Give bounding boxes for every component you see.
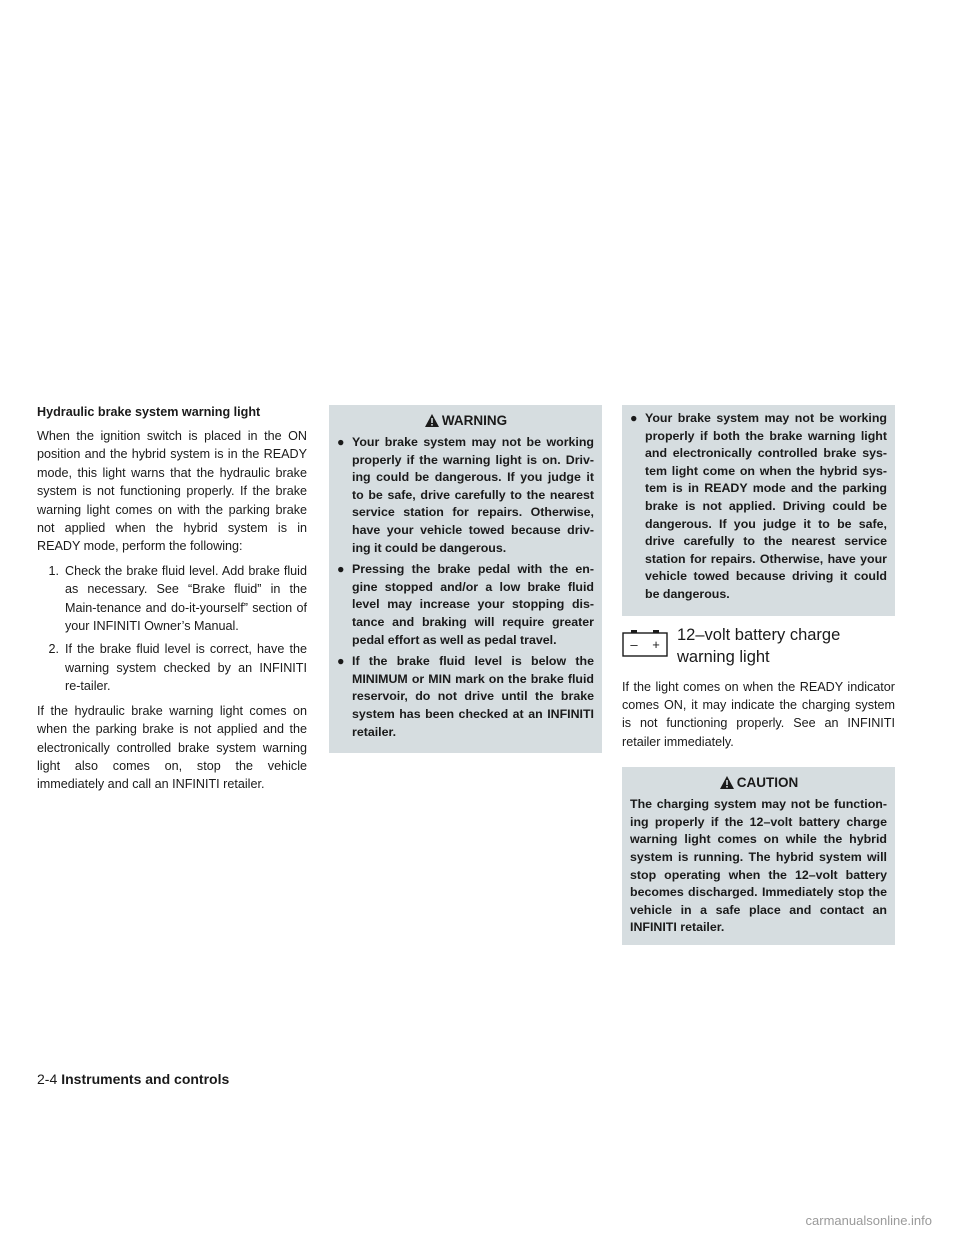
intro-paragraph: When the ignition switch is placed in the ON position and the hybrid system is in the READY mode, this light warns that the hydraulic brake system is not functioning properly. If the brake warning light comes on with the parking brake not applied when the hybrid system is in READY mode, perform the following: (37, 429, 307, 554)
warning-item (337, 653, 594, 741)
warning-list (337, 434, 594, 741)
caution-triangle-icon (719, 775, 735, 790)
warning-item-text: Pressing the brake pedal with the en-gine stopped and/or a low brake fluid level may increase your stopping dis-tance and braking will require greater pedal effort as well as pedal travel. (352, 562, 594, 647)
warning-box (329, 405, 602, 753)
steps-list (37, 562, 307, 696)
warning-item-text: Your brake system may not be working properly if the warning light is on. Driv-ing could be dangerous. If you judge it to be safe, drive carefully to the nearest service station for repairs. Otherwise, have your vehicle towed because driv-ing it could be dangerous. (352, 435, 594, 555)
battery-warning-icon (622, 629, 668, 657)
warning-item (337, 561, 594, 649)
caution-box (622, 767, 895, 945)
battery-paragraph: If the light comes on when the READY indicator comes ON, it may indicate the charging system is not functioning properly. See an INFINITI retailer immediately. (622, 679, 895, 749)
step-text: Check the brake fluid level. Add brake fluid as necessary. See “Brake fluid” in the Main-tenance and do-it-yourself” section of your INFINITI Owner’s Manual. (65, 563, 307, 634)
left-column (37, 405, 307, 800)
warning-item-text: Your brake system may not be working properly if both the brake warning light and electronically controlled brake sys-tem light come on when the hybrid sys-tem is in READY mode and the parking brake is not applied. Driving could be dangerous. If you judge it to be safe, drive carefully to the nearest service station for repairs. Otherwise, have your vehicle towed because driving it could be dangerous. (645, 411, 887, 601)
step-number: 1. (48, 563, 59, 578)
step-number: 2. (48, 642, 59, 657)
warning-label: WARNING (441, 413, 508, 428)
battery-plus-sign: + (652, 636, 660, 652)
bullet-icon: ● (337, 562, 345, 577)
warning-item-text: If the brake fluid level is below the MINIMUM or MIN mark on the brake fluid reservoir, do not drive until the brake system has been checked at an INFINITI retailer. (352, 654, 594, 739)
battery-minus-sign: – (630, 636, 638, 652)
bullet-icon: ● (337, 654, 345, 669)
watermark: carmanualsonline.info (805, 1213, 932, 1228)
warning-item (630, 410, 887, 604)
warning-triangle-icon (424, 413, 440, 428)
caution-heading (630, 775, 887, 790)
battery-section-heading (622, 624, 895, 668)
right-column (622, 405, 895, 945)
page-number: 2-4 (37, 1071, 58, 1087)
caution-label: CAUTION (736, 775, 799, 791)
warning-box-continued (622, 405, 895, 616)
caution-text: The charging system may not be function-ing properly if the 12–volt battery charge warning light comes on while the hybrid system is running. The hybrid system will stop operating when the 12–volt battery becomes discharged. Immediately stop the vehicle in a safe place and contact an INFINITI retailer. (630, 797, 887, 935)
warning-item (337, 434, 594, 557)
closing-paragraph: If the hydraulic brake warning light comes on when the parking brake is not applied and the electronically controlled brake system warning light also comes on, stop the vehicle immediately and call an INFINITI retailer. (37, 703, 307, 792)
bullet-icon: ● (337, 435, 345, 449)
step-text: If the brake fluid level is correct, have the warning system checked by an INFINITI re-tailer. (65, 642, 307, 694)
step-item (37, 562, 307, 636)
section-heading-hydraulic-brake: Hydraulic brake system warning light (37, 405, 261, 419)
warning-heading (337, 413, 594, 428)
step-item (37, 640, 307, 695)
middle-column (329, 405, 602, 753)
battery-section-title: 12–volt battery charge warning light (677, 625, 841, 666)
page-footer (37, 1071, 229, 1087)
section-name: Instruments and controls (61, 1071, 230, 1087)
bullet-icon: ● (630, 411, 638, 425)
